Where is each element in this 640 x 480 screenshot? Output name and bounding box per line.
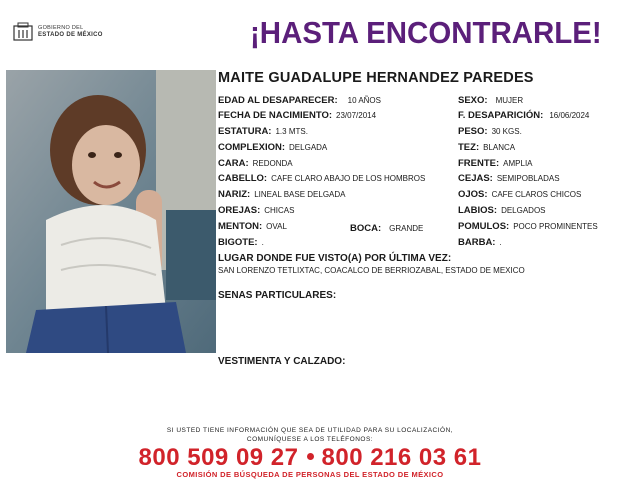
field-label: FRENTE: [458, 158, 500, 169]
field-estatura [218, 125, 308, 138]
field-value: SEMIPOBLADAS [496, 174, 560, 183]
field-complexion [218, 141, 327, 154]
gov-line-2: ESTADO DE MÉXICO [38, 32, 103, 38]
field-value: POCO PROMINENTES [513, 222, 598, 231]
field-value: CAFE CLARO ABAJO DE LOS HOMBROS [271, 174, 426, 183]
field-label: F. DESAPARICIÓN: [458, 110, 544, 121]
field-value: CAFE CLAROS CHICOS [491, 190, 582, 199]
field-label: LABIOS: [458, 205, 498, 216]
field-label: OJOS: [458, 189, 488, 200]
field-value: AMPLIA [503, 159, 533, 168]
headline: ¡HASTA ENCONTRARLE! [250, 15, 602, 50]
field-value: LINEAL BASE DELGADA [254, 190, 346, 199]
field-value: 1.3 MTS. [275, 127, 308, 136]
field-frente [458, 157, 533, 170]
field-label: MENTON: [218, 221, 263, 232]
field-fecha-nacimiento [218, 109, 376, 122]
particular-marks-label: SENAS PARTICULARES: [218, 290, 337, 301]
field-tez [458, 141, 515, 154]
field-menton [218, 220, 287, 233]
field-value: 30 KGS. [491, 127, 522, 136]
field-nariz [218, 188, 346, 201]
field-label: SEXO: [458, 95, 488, 106]
field-value: 10 AÑOS [347, 96, 381, 105]
field-label: CABELLO: [218, 173, 268, 184]
field-label: BIGOTE: [218, 237, 258, 248]
field-orejas [218, 204, 294, 217]
field-pomulos [458, 220, 598, 233]
field-value: GRANDE [389, 224, 424, 233]
footer-note-line-2: COMUNÍQUESE A LOS TELÉFONOS: [246, 436, 374, 443]
field-cara [218, 157, 293, 170]
last-seen-label: LUGAR DONDE FUE VISTO(A) POR ÚLTIMA VEZ: [218, 253, 452, 264]
commission-name: COMISIÓN DE BÚSQUEDA DE PERSONAS DEL ESTADO DE MÉXICO [176, 470, 444, 479]
footer-note-line-1: SI USTED TIENE INFORMACIÓN QUE SEA DE UTILIDAD PARA SU LOCALIZACIÓN, [166, 427, 454, 434]
field-label: TEZ: [458, 142, 480, 153]
field-bigote [218, 236, 264, 249]
gov-line-1: GOBIERNO DEL [38, 25, 84, 31]
field-peso [458, 125, 522, 138]
field-f-desaparicion [458, 109, 589, 122]
field-barba [458, 236, 502, 249]
field-label: BOCA: [350, 223, 382, 234]
field-label: EDAD AL DESAPARECER: [218, 95, 338, 106]
field-value: . [261, 238, 264, 247]
field-labios [458, 204, 546, 217]
bullet-dot-icon [307, 453, 314, 460]
phone-number-1[interactable]: 800 509 09 27 [138, 444, 299, 471]
field-ojos [458, 188, 581, 201]
field-value: DELGADOS [501, 206, 546, 215]
field-label: BARBA: [458, 237, 496, 248]
field-value: OVAL [266, 222, 287, 231]
clothing-label: VESTIMENTA Y CALZADO: [218, 356, 346, 367]
field-value: 16/06/2024 [549, 111, 590, 120]
field-label: COMPLEXION: [218, 142, 286, 153]
field-label: CARA: [218, 158, 249, 169]
field-label: OREJAS: [218, 205, 261, 216]
person-name: MAITE GUADALUPE HERNANDEZ PAREDES [218, 70, 534, 86]
field-label: FECHA DE NACIMIENTO: [218, 110, 332, 121]
state-seal-icon [12, 22, 34, 42]
field-label: ESTATURA: [218, 126, 272, 137]
field-sexo [458, 94, 523, 107]
field-label: NARIZ: [218, 189, 251, 200]
field-edad [218, 94, 381, 107]
field-value: CHICAS [264, 206, 295, 215]
field-value: MUJER [495, 96, 524, 105]
phone-numbers [0, 444, 620, 472]
field-value: . [499, 238, 502, 247]
field-value: 23/07/2014 [336, 111, 377, 120]
field-label: PESO: [458, 126, 488, 137]
field-label: POMULOS: [458, 221, 510, 232]
field-value: DELGADA [289, 143, 328, 152]
field-boca [350, 222, 423, 235]
government-logo [12, 22, 103, 42]
person-photo [6, 70, 216, 353]
field-value: REDONDA [252, 159, 293, 168]
field-label: CEJAS: [458, 173, 493, 184]
phone-number-2[interactable]: 800 216 03 61 [321, 444, 482, 471]
field-cejas [458, 172, 560, 185]
last-seen-value: SAN LORENZO TETLIXTAC, COACALCO DE BERRIOZABAL, ESTADO DE MEXICO [218, 266, 525, 275]
field-cabello [218, 172, 425, 185]
field-value: BLANCA [483, 143, 516, 152]
